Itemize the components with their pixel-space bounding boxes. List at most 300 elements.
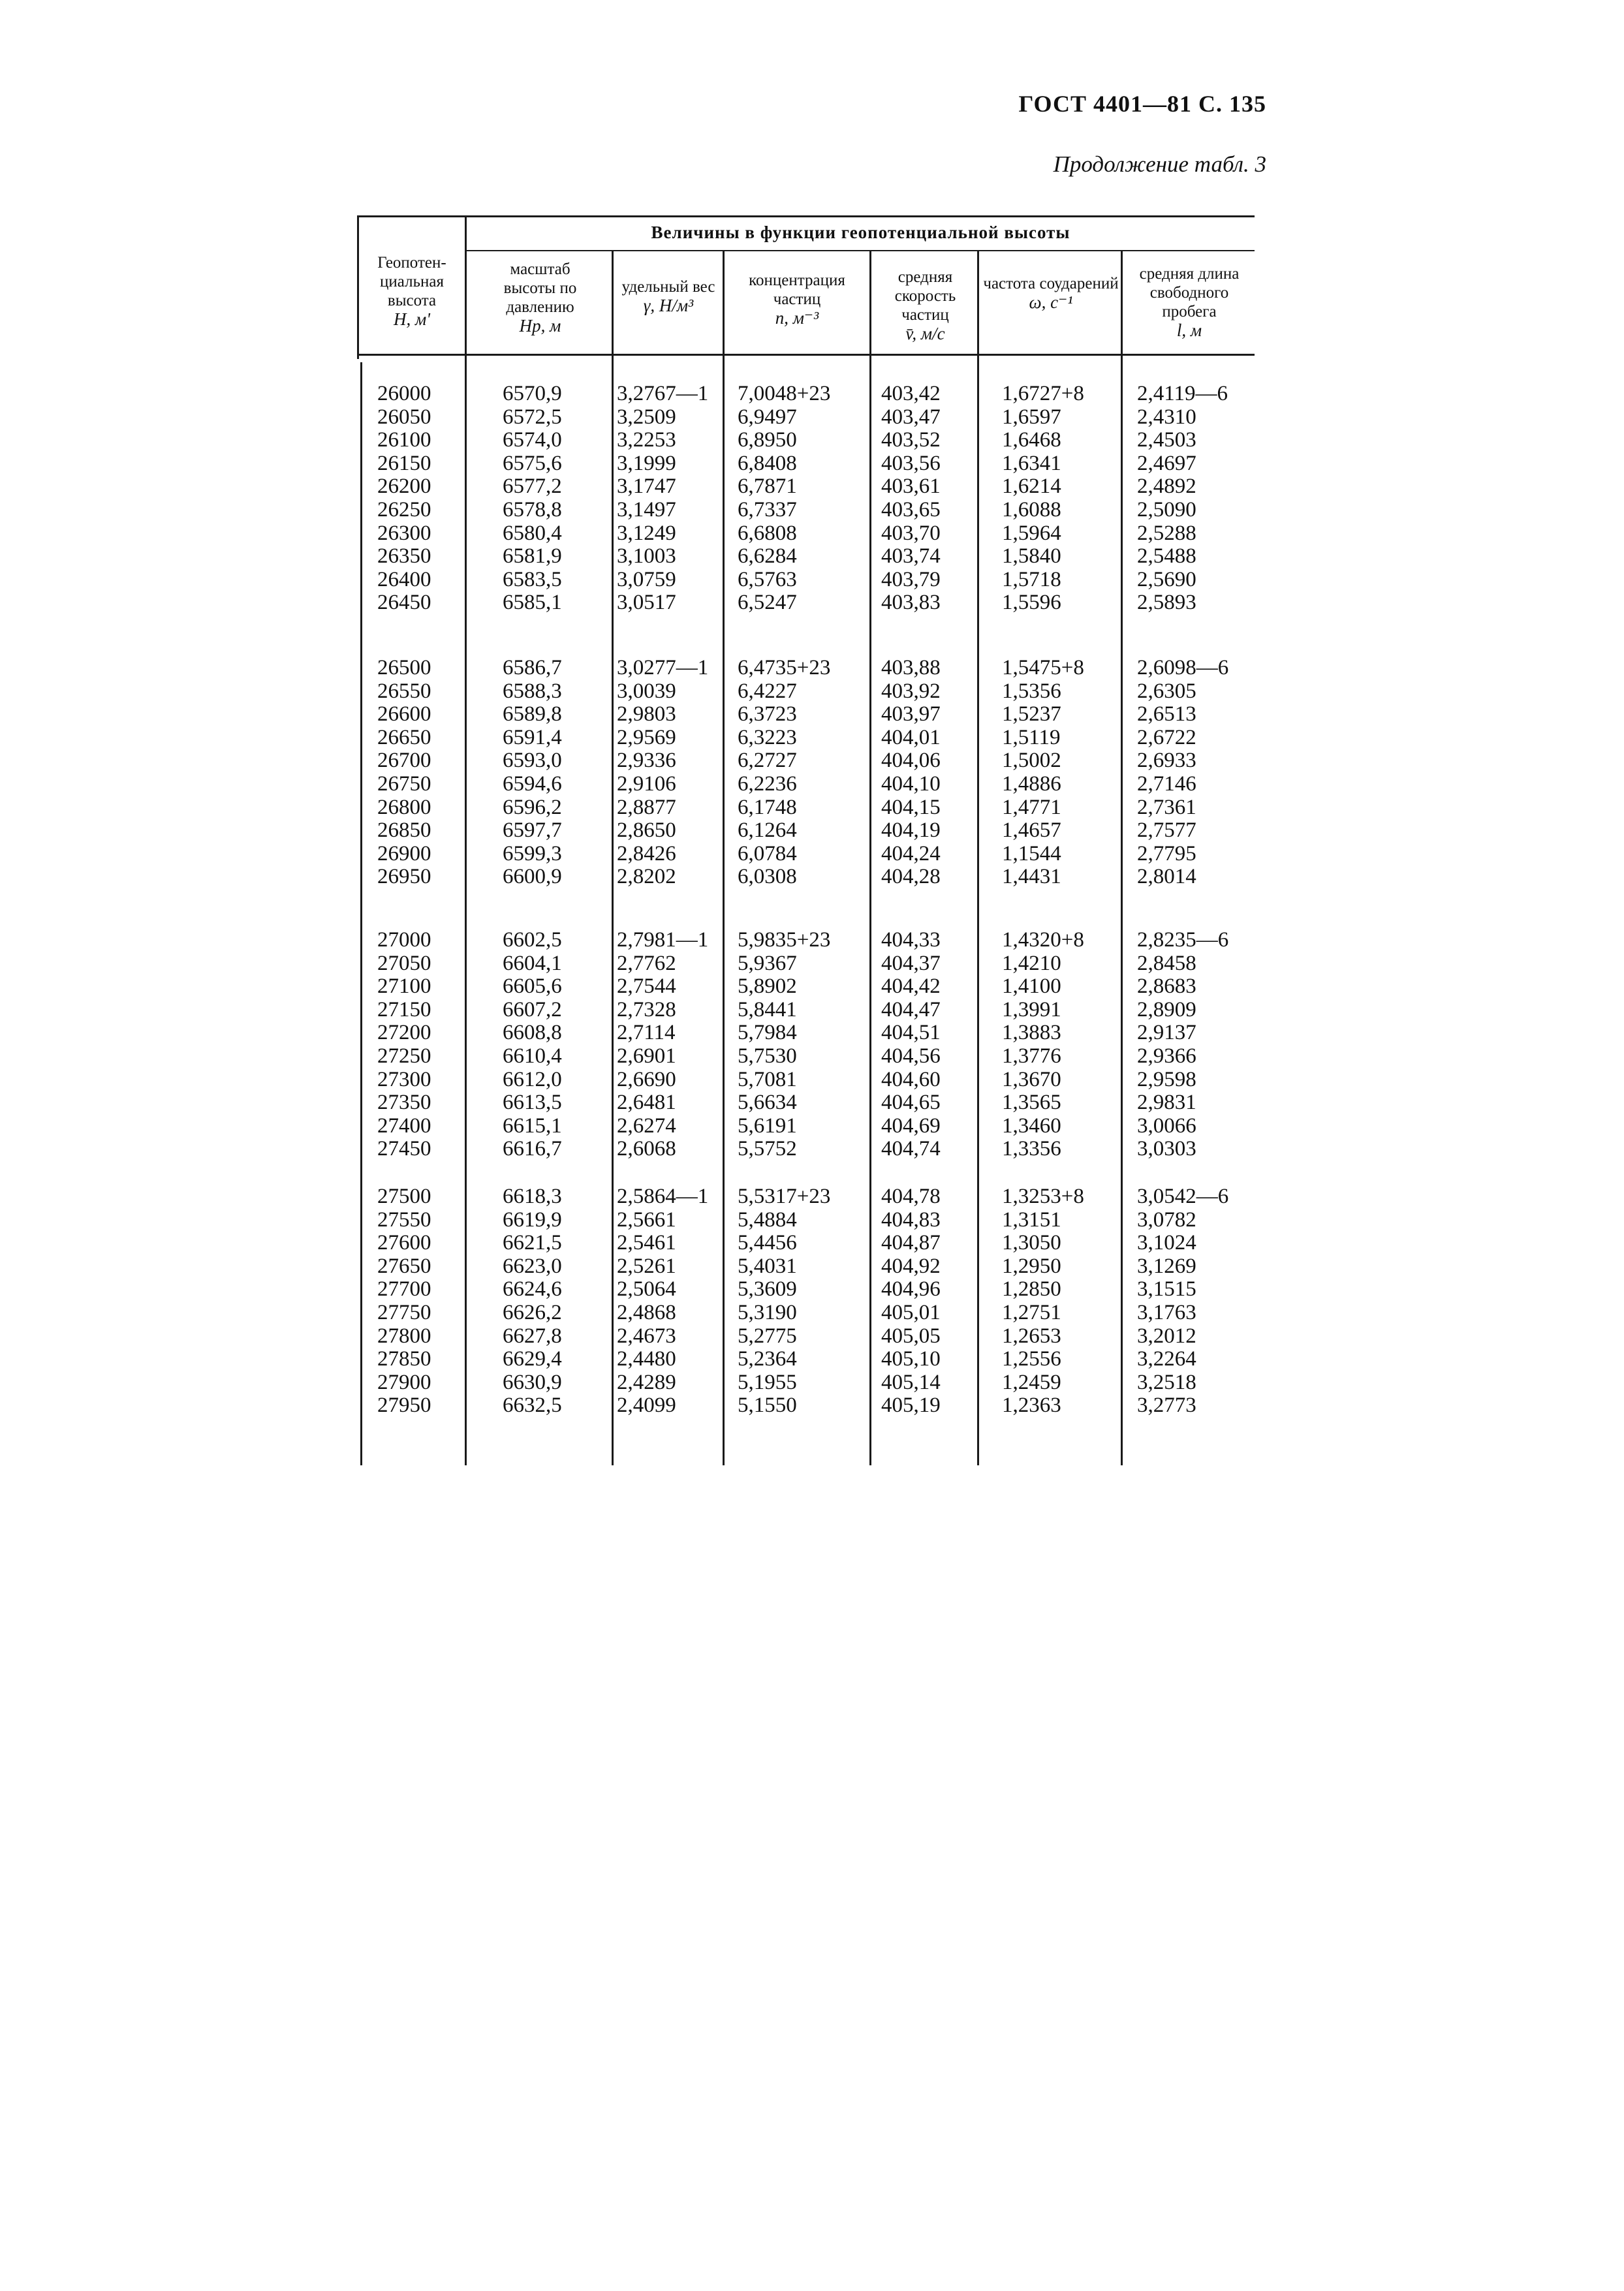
cell-scale-height: 6591,4 [503, 725, 562, 749]
cell-collision-frequency: 1,3670 [1002, 1067, 1061, 1091]
cell-particle-concentration: 5,9367 [738, 951, 797, 975]
cell-collision-frequency: 1,5237 [1002, 702, 1061, 726]
col-header-scale-height [483, 260, 597, 335]
cell-specific-weight: 3,1999 [617, 451, 676, 475]
cell-height: 27400 [377, 1114, 431, 1138]
cell-scale-height: 6585,1 [503, 591, 562, 615]
cell-mean-free-path: 2,5893 [1137, 591, 1196, 615]
cell-height: 27700 [377, 1277, 431, 1301]
cell-specific-weight: 2,6274 [617, 1114, 676, 1138]
cell-scale-height: 6599,3 [503, 841, 562, 865]
cell-collision-frequency: 1,3356 [1002, 1137, 1061, 1161]
cell-mean-velocity: 403,97 [881, 702, 941, 726]
cell-scale-height: 6570,9 [503, 382, 562, 405]
cell-collision-frequency: 1,2950 [1002, 1254, 1061, 1278]
cell-scale-height: 6610,4 [503, 1044, 562, 1068]
cell-specific-weight: 3,0277—1 [617, 656, 709, 679]
col-rule-4 [869, 250, 871, 1465]
cell-mean-velocity: 404,37 [881, 951, 941, 975]
cell-height: 27800 [377, 1324, 431, 1348]
cell-scale-height: 6607,2 [503, 997, 562, 1021]
cell-mean-free-path: 2,7361 [1137, 795, 1196, 819]
cell-mean-velocity: 403,65 [881, 498, 941, 522]
col-symbol: l, м [1176, 320, 1202, 340]
cell-particle-concentration: 6,4735+23 [738, 656, 831, 679]
cell-height: 27350 [377, 1091, 431, 1115]
cell-height: 27100 [377, 974, 431, 999]
cell-mean-free-path: 3,2773 [1137, 1394, 1196, 1418]
body-left-rule [360, 362, 362, 1465]
cell-collision-frequency: 1,4886 [1002, 772, 1061, 796]
cell-particle-concentration: 6,8408 [738, 451, 797, 475]
cell-mean-velocity: 404,19 [881, 818, 941, 843]
cell-height: 26850 [377, 818, 431, 843]
cell-specific-weight: 2,9569 [617, 725, 676, 749]
cell-particle-concentration: 6,2727 [738, 749, 797, 773]
col-header-particle-concentration [726, 271, 868, 328]
cell-mean-velocity: 403,79 [881, 567, 941, 591]
cell-mean-velocity: 404,33 [881, 928, 941, 952]
cell-mean-velocity: 405,19 [881, 1394, 941, 1418]
cell-collision-frequency: 1,3050 [1002, 1231, 1061, 1255]
cell-collision-frequency: 1,4100 [1002, 974, 1061, 999]
cell-particle-concentration: 5,3609 [738, 1277, 797, 1301]
cell-specific-weight: 2,8202 [617, 865, 676, 889]
cell-scale-height: 6600,9 [503, 865, 562, 889]
cell-mean-free-path: 3,1269 [1137, 1254, 1196, 1278]
cell-mean-velocity: 403,61 [881, 475, 941, 499]
cell-mean-velocity: 403,70 [881, 521, 941, 545]
cell-mean-free-path: 3,0542—6 [1137, 1185, 1229, 1208]
cell-height: 27050 [377, 951, 431, 975]
cell-specific-weight: 3,0759 [617, 567, 676, 591]
cell-specific-weight: 2,5461 [617, 1231, 676, 1255]
cell-specific-weight: 2,7114 [617, 1021, 676, 1045]
cell-mean-free-path: 2,9137 [1137, 1021, 1196, 1045]
cell-specific-weight: 2,7544 [617, 974, 676, 999]
cell-collision-frequency: 1,3460 [1002, 1114, 1061, 1138]
cell-collision-frequency: 1,2751 [1002, 1301, 1061, 1324]
cell-mean-free-path: 2,6933 [1137, 749, 1196, 773]
cell-scale-height: 6619,9 [503, 1208, 562, 1232]
cell-height: 27850 [377, 1347, 431, 1371]
cell-particle-concentration: 5,6191 [738, 1114, 797, 1138]
cell-specific-weight: 2,4099 [617, 1394, 676, 1418]
cell-height: 26350 [377, 544, 431, 569]
cell-height: 27600 [377, 1231, 431, 1255]
cell-collision-frequency: 1,6727+8 [1002, 382, 1084, 405]
cell-particle-concentration: 5,4031 [738, 1254, 797, 1278]
cell-height: 27900 [377, 1370, 431, 1394]
group-header: Величины в функции геопотенциальной высоты [651, 223, 1070, 242]
cell-collision-frequency: 1,3565 [1002, 1091, 1061, 1115]
cell-collision-frequency: 1,5596 [1002, 591, 1061, 615]
cell-particle-concentration: 5,1955 [738, 1370, 797, 1394]
cell-mean-free-path: 2,4310 [1137, 405, 1196, 429]
cell-scale-height: 6596,2 [503, 795, 562, 819]
cell-mean-free-path: 2,8458 [1137, 951, 1196, 975]
cell-mean-velocity: 404,51 [881, 1021, 941, 1045]
cell-scale-height: 6621,5 [503, 1231, 562, 1255]
cell-mean-velocity: 404,60 [881, 1067, 941, 1091]
cell-scale-height: 6627,8 [503, 1324, 562, 1348]
cell-mean-free-path: 3,1024 [1137, 1231, 1196, 1255]
cell-mean-velocity: 405,10 [881, 1347, 941, 1371]
cell-mean-velocity: 403,42 [881, 382, 941, 405]
cell-particle-concentration: 6,7871 [738, 475, 797, 499]
cell-particle-concentration: 5,2364 [738, 1347, 797, 1371]
cell-specific-weight: 3,1249 [617, 521, 676, 545]
col-symbol: γ, Н/м³ [643, 296, 694, 315]
cell-collision-frequency: 1,4657 [1002, 818, 1061, 843]
cell-collision-frequency: 1,6468 [1002, 428, 1061, 452]
cell-height: 26950 [377, 865, 431, 889]
cell-height: 27550 [377, 1208, 431, 1232]
cell-particle-concentration: 6,3223 [738, 725, 797, 749]
cell-height: 27250 [377, 1044, 431, 1068]
cell-scale-height: 6597,7 [503, 818, 562, 843]
cell-specific-weight: 2,5261 [617, 1254, 676, 1278]
cell-height: 26050 [377, 405, 431, 429]
cell-collision-frequency: 1,6341 [1002, 451, 1061, 475]
cell-specific-weight: 2,7762 [617, 951, 676, 975]
cell-mean-free-path: 2,5090 [1137, 498, 1196, 522]
col-label: удельный вес [621, 278, 715, 296]
cell-specific-weight: 3,1747 [617, 475, 676, 499]
cell-height: 26600 [377, 702, 431, 726]
cell-specific-weight: 3,0039 [617, 679, 676, 703]
cell-mean-velocity: 405,14 [881, 1370, 941, 1394]
cell-height: 27950 [377, 1394, 431, 1418]
cell-height: 27750 [377, 1301, 431, 1324]
cell-specific-weight: 2,7981—1 [617, 928, 709, 952]
cell-mean-velocity: 404,56 [881, 1044, 941, 1068]
cell-height: 27000 [377, 928, 431, 952]
cell-particle-concentration: 6,5763 [738, 567, 797, 591]
col-rule-1 [465, 215, 467, 1465]
col-symbol: H, м' [393, 309, 430, 329]
cell-scale-height: 6572,5 [503, 405, 562, 429]
cell-particle-concentration: 6,9497 [738, 405, 797, 429]
col-header-mean-velocity [875, 268, 976, 343]
cell-particle-concentration: 5,7530 [738, 1044, 797, 1068]
cell-mean-velocity: 404,28 [881, 865, 941, 889]
cell-specific-weight: 2,9336 [617, 749, 676, 773]
cell-collision-frequency: 1,4320+8 [1002, 928, 1084, 952]
cell-specific-weight: 3,2767—1 [617, 382, 709, 405]
cell-collision-frequency: 1,5718 [1002, 567, 1061, 591]
col-rule-2 [612, 250, 614, 1465]
cell-scale-height: 6578,8 [503, 498, 562, 522]
cell-height: 26800 [377, 795, 431, 819]
cell-mean-free-path: 2,6722 [1137, 725, 1196, 749]
cell-scale-height: 6574,0 [503, 428, 562, 452]
cell-specific-weight: 2,4673 [617, 1324, 676, 1348]
cell-mean-velocity: 404,06 [881, 749, 941, 773]
cell-collision-frequency: 1,5356 [1002, 679, 1061, 703]
col-header-height [359, 253, 465, 329]
cell-mean-velocity: 405,01 [881, 1301, 941, 1324]
cell-particle-concentration: 5,9835+23 [738, 928, 831, 952]
cell-mean-velocity: 403,74 [881, 544, 941, 569]
cell-mean-free-path: 2,9831 [1137, 1091, 1196, 1115]
cell-mean-free-path: 2,5690 [1137, 567, 1196, 591]
cell-collision-frequency: 1,2459 [1002, 1370, 1061, 1394]
cell-collision-frequency: 1,6597 [1002, 405, 1061, 429]
col-rule-3 [723, 250, 725, 1465]
cell-specific-weight: 2,9106 [617, 772, 676, 796]
cell-specific-weight: 3,0517 [617, 591, 676, 615]
cell-particle-concentration: 5,8441 [738, 997, 797, 1021]
cell-scale-height: 6593,0 [503, 749, 562, 773]
cell-specific-weight: 2,8426 [617, 841, 676, 865]
cell-mean-velocity: 404,69 [881, 1114, 941, 1138]
table-caption: Продолжение табл. 3 [1053, 151, 1266, 177]
cell-mean-free-path: 2,9598 [1137, 1067, 1196, 1091]
cell-scale-height: 6623,0 [503, 1254, 562, 1278]
col-symbol: Hp, м [519, 316, 561, 335]
cell-specific-weight: 2,8650 [617, 818, 676, 843]
cell-scale-height: 6632,5 [503, 1394, 562, 1418]
cell-mean-velocity: 404,10 [881, 772, 941, 796]
cell-particle-concentration: 6,0784 [738, 841, 797, 865]
cell-collision-frequency: 1,3253+8 [1002, 1185, 1084, 1208]
cell-particle-concentration: 5,3190 [738, 1301, 797, 1324]
cell-mean-velocity: 403,56 [881, 451, 941, 475]
cell-collision-frequency: 1,2850 [1002, 1277, 1061, 1301]
cell-height: 26300 [377, 521, 431, 545]
cell-height: 26650 [377, 725, 431, 749]
cell-collision-frequency: 1,2363 [1002, 1394, 1061, 1418]
cell-scale-height: 6615,1 [503, 1114, 562, 1138]
cell-mean-free-path: 2,6305 [1137, 679, 1196, 703]
cell-mean-velocity: 403,47 [881, 405, 941, 429]
cell-collision-frequency: 1,6214 [1002, 475, 1061, 499]
cell-mean-free-path: 2,7795 [1137, 841, 1196, 865]
cell-specific-weight: 3,2253 [617, 428, 676, 452]
cell-specific-weight: 2,4480 [617, 1347, 676, 1371]
cell-particle-concentration: 5,4884 [738, 1208, 797, 1232]
cell-mean-velocity: 405,05 [881, 1324, 941, 1348]
cell-specific-weight: 2,9803 [617, 702, 676, 726]
cell-scale-height: 6589,8 [503, 702, 562, 726]
cell-height: 26750 [377, 772, 431, 796]
cell-scale-height: 6630,9 [503, 1370, 562, 1394]
cell-collision-frequency: 1,4210 [1002, 951, 1061, 975]
cell-scale-height: 6608,8 [503, 1021, 562, 1045]
cell-mean-free-path: 3,2012 [1137, 1324, 1196, 1348]
cell-mean-free-path: 2,4119—6 [1137, 382, 1228, 405]
cell-mean-velocity: 404,01 [881, 725, 941, 749]
cell-collision-frequency: 1,5964 [1002, 521, 1061, 545]
cell-specific-weight: 2,6901 [617, 1044, 676, 1068]
col-label: Геопотен- циальная высота [377, 254, 446, 309]
cell-scale-height: 6580,4 [503, 521, 562, 545]
cell-specific-weight: 3,1497 [617, 498, 676, 522]
col-symbol: ω, с⁻¹ [1029, 292, 1073, 312]
cell-specific-weight: 2,4868 [617, 1301, 676, 1324]
cell-mean-velocity: 403,83 [881, 591, 941, 615]
cell-particle-concentration: 5,5317+23 [738, 1185, 831, 1208]
cell-mean-free-path: 3,0782 [1137, 1208, 1196, 1232]
cell-particle-concentration: 6,6284 [738, 544, 797, 569]
cell-mean-free-path: 3,2518 [1137, 1370, 1196, 1394]
cell-mean-free-path: 2,8235—6 [1137, 928, 1229, 952]
cell-particle-concentration: 6,7337 [738, 498, 797, 522]
cell-specific-weight: 3,2509 [617, 405, 676, 429]
cell-specific-weight: 2,5661 [617, 1208, 676, 1232]
cell-specific-weight: 2,5064 [617, 1277, 676, 1301]
cell-specific-weight: 2,7328 [617, 997, 676, 1021]
cell-scale-height: 6581,9 [503, 544, 562, 569]
cell-particle-concentration: 5,4456 [738, 1231, 797, 1255]
cell-mean-velocity: 403,52 [881, 428, 941, 452]
cell-mean-free-path: 3,0303 [1137, 1137, 1196, 1161]
cell-height: 26400 [377, 567, 431, 591]
cell-collision-frequency: 1,5119 [1002, 725, 1061, 749]
cell-mean-free-path: 2,9366 [1137, 1044, 1196, 1068]
group-header-rule [465, 250, 1255, 251]
cell-mean-velocity: 404,74 [881, 1137, 941, 1161]
cell-scale-height: 6629,4 [503, 1347, 562, 1371]
cell-mean-free-path: 2,4697 [1137, 451, 1196, 475]
cell-scale-height: 6604,1 [503, 951, 562, 975]
cell-mean-free-path: 2,8683 [1137, 974, 1196, 999]
cell-scale-height: 6588,3 [503, 679, 562, 703]
col-symbol: n, м⁻³ [775, 308, 819, 328]
cell-mean-free-path: 2,7577 [1137, 818, 1196, 843]
cell-scale-height: 6586,7 [503, 656, 562, 679]
cell-mean-velocity: 403,92 [881, 679, 941, 703]
cell-specific-weight: 2,5864—1 [617, 1185, 709, 1208]
cell-collision-frequency: 1,4771 [1002, 795, 1061, 819]
cell-collision-frequency: 1,5475+8 [1002, 656, 1084, 679]
cell-collision-frequency: 1,6088 [1002, 498, 1061, 522]
cell-specific-weight: 2,6068 [617, 1137, 676, 1161]
cell-mean-free-path: 2,6098—6 [1137, 656, 1229, 679]
cell-specific-weight: 2,6690 [617, 1067, 676, 1091]
cell-scale-height: 6602,5 [503, 928, 562, 952]
cell-mean-free-path: 2,4503 [1137, 428, 1196, 452]
cell-collision-frequency: 1,2653 [1002, 1324, 1061, 1348]
col-label: концентрация частиц [749, 272, 845, 308]
cell-particle-concentration: 6,5247 [738, 591, 797, 615]
cell-collision-frequency: 1,3776 [1002, 1044, 1061, 1068]
cell-scale-height: 6618,3 [503, 1185, 562, 1208]
col-label: средняя скорость частиц [894, 268, 956, 324]
cell-height: 26700 [377, 749, 431, 773]
cell-scale-height: 6583,5 [503, 567, 562, 591]
cell-scale-height: 6624,6 [503, 1277, 562, 1301]
cell-mean-velocity: 404,47 [881, 997, 941, 1021]
cell-collision-frequency: 1,5002 [1002, 749, 1061, 773]
cell-mean-free-path: 2,5288 [1137, 521, 1196, 545]
cell-mean-free-path: 2,5488 [1137, 544, 1196, 569]
col-rule-5 [977, 250, 979, 1465]
cell-height: 26450 [377, 591, 431, 615]
cell-particle-concentration: 6,6808 [738, 521, 797, 545]
cell-height: 26000 [377, 382, 431, 405]
cell-height: 27450 [377, 1137, 431, 1161]
cell-mean-free-path: 3,1515 [1137, 1277, 1196, 1301]
cell-scale-height: 6594,6 [503, 772, 562, 796]
cell-particle-concentration: 5,1550 [738, 1394, 797, 1418]
cell-mean-free-path: 3,1763 [1137, 1301, 1196, 1324]
cell-mean-free-path: 3,2264 [1137, 1347, 1196, 1371]
cell-mean-velocity: 404,78 [881, 1185, 941, 1208]
col-label: средняя длина свободного пробега [1139, 265, 1240, 320]
cell-collision-frequency: 1,5840 [1002, 544, 1061, 569]
cell-particle-concentration: 5,8902 [738, 974, 797, 999]
cell-height: 26200 [377, 475, 431, 499]
page-header: ГОСТ 4401—81 С. 135 [1018, 91, 1266, 117]
cell-mean-velocity: 404,92 [881, 1254, 941, 1278]
header-bottom-rule [357, 354, 1255, 356]
cell-height: 27650 [377, 1254, 431, 1278]
cell-particle-concentration: 6,3723 [738, 702, 797, 726]
cell-collision-frequency: 1,2556 [1002, 1347, 1061, 1371]
cell-mean-free-path: 3,0066 [1137, 1114, 1196, 1138]
cell-mean-free-path: 2,7146 [1137, 772, 1196, 796]
cell-height: 27300 [377, 1067, 431, 1091]
col-header-specific-weight [617, 277, 720, 315]
cell-mean-velocity: 404,24 [881, 841, 941, 865]
cell-height: 26550 [377, 679, 431, 703]
col-label: частота соударений [983, 275, 1119, 292]
cell-mean-free-path: 2,6513 [1137, 702, 1196, 726]
cell-mean-velocity: 404,65 [881, 1091, 941, 1115]
cell-height: 27200 [377, 1021, 431, 1045]
cell-height: 27150 [377, 997, 431, 1021]
cell-collision-frequency: 1,3151 [1002, 1208, 1061, 1232]
col-symbol: v̄, м/с [905, 324, 945, 343]
col-header-mean-free-path [1124, 264, 1255, 340]
col-label: масштаб высоты по давлению [503, 260, 577, 316]
cell-particle-concentration: 6,2236 [738, 772, 797, 796]
cell-collision-frequency: 1,3883 [1002, 1021, 1061, 1045]
col-rule-6 [1121, 250, 1123, 1465]
cell-collision-frequency: 1,4431 [1002, 865, 1061, 889]
cell-specific-weight: 3,1003 [617, 544, 676, 569]
cell-particle-concentration: 5,6634 [738, 1091, 797, 1115]
col-header-collision-frequency [982, 274, 1119, 312]
cell-collision-frequency: 1,1544 [1002, 841, 1061, 865]
cell-particle-concentration: 6,1264 [738, 818, 797, 843]
cell-height: 26250 [377, 498, 431, 522]
cell-collision-frequency: 1,3991 [1002, 997, 1061, 1021]
cell-particle-concentration: 7,0048+23 [738, 382, 831, 405]
cell-scale-height: 6626,2 [503, 1301, 562, 1324]
cell-particle-concentration: 5,7984 [738, 1021, 797, 1045]
cell-scale-height: 6605,6 [503, 974, 562, 999]
cell-specific-weight: 2,8877 [617, 795, 676, 819]
cell-particle-concentration: 6,1748 [738, 795, 797, 819]
cell-particle-concentration: 6,4227 [738, 679, 797, 703]
cell-mean-velocity: 404,87 [881, 1231, 941, 1255]
cell-scale-height: 6575,6 [503, 451, 562, 475]
cell-mean-velocity: 404,15 [881, 795, 941, 819]
cell-particle-concentration: 6,0308 [738, 865, 797, 889]
cell-mean-velocity: 404,96 [881, 1277, 941, 1301]
table-top-rule [357, 215, 1255, 217]
cell-scale-height: 6577,2 [503, 475, 562, 499]
cell-mean-free-path: 2,8014 [1137, 865, 1196, 889]
cell-particle-concentration: 5,7081 [738, 1067, 797, 1091]
cell-height: 27500 [377, 1185, 431, 1208]
cell-height: 26500 [377, 656, 431, 679]
cell-mean-velocity: 404,83 [881, 1208, 941, 1232]
cell-particle-concentration: 5,5752 [738, 1137, 797, 1161]
